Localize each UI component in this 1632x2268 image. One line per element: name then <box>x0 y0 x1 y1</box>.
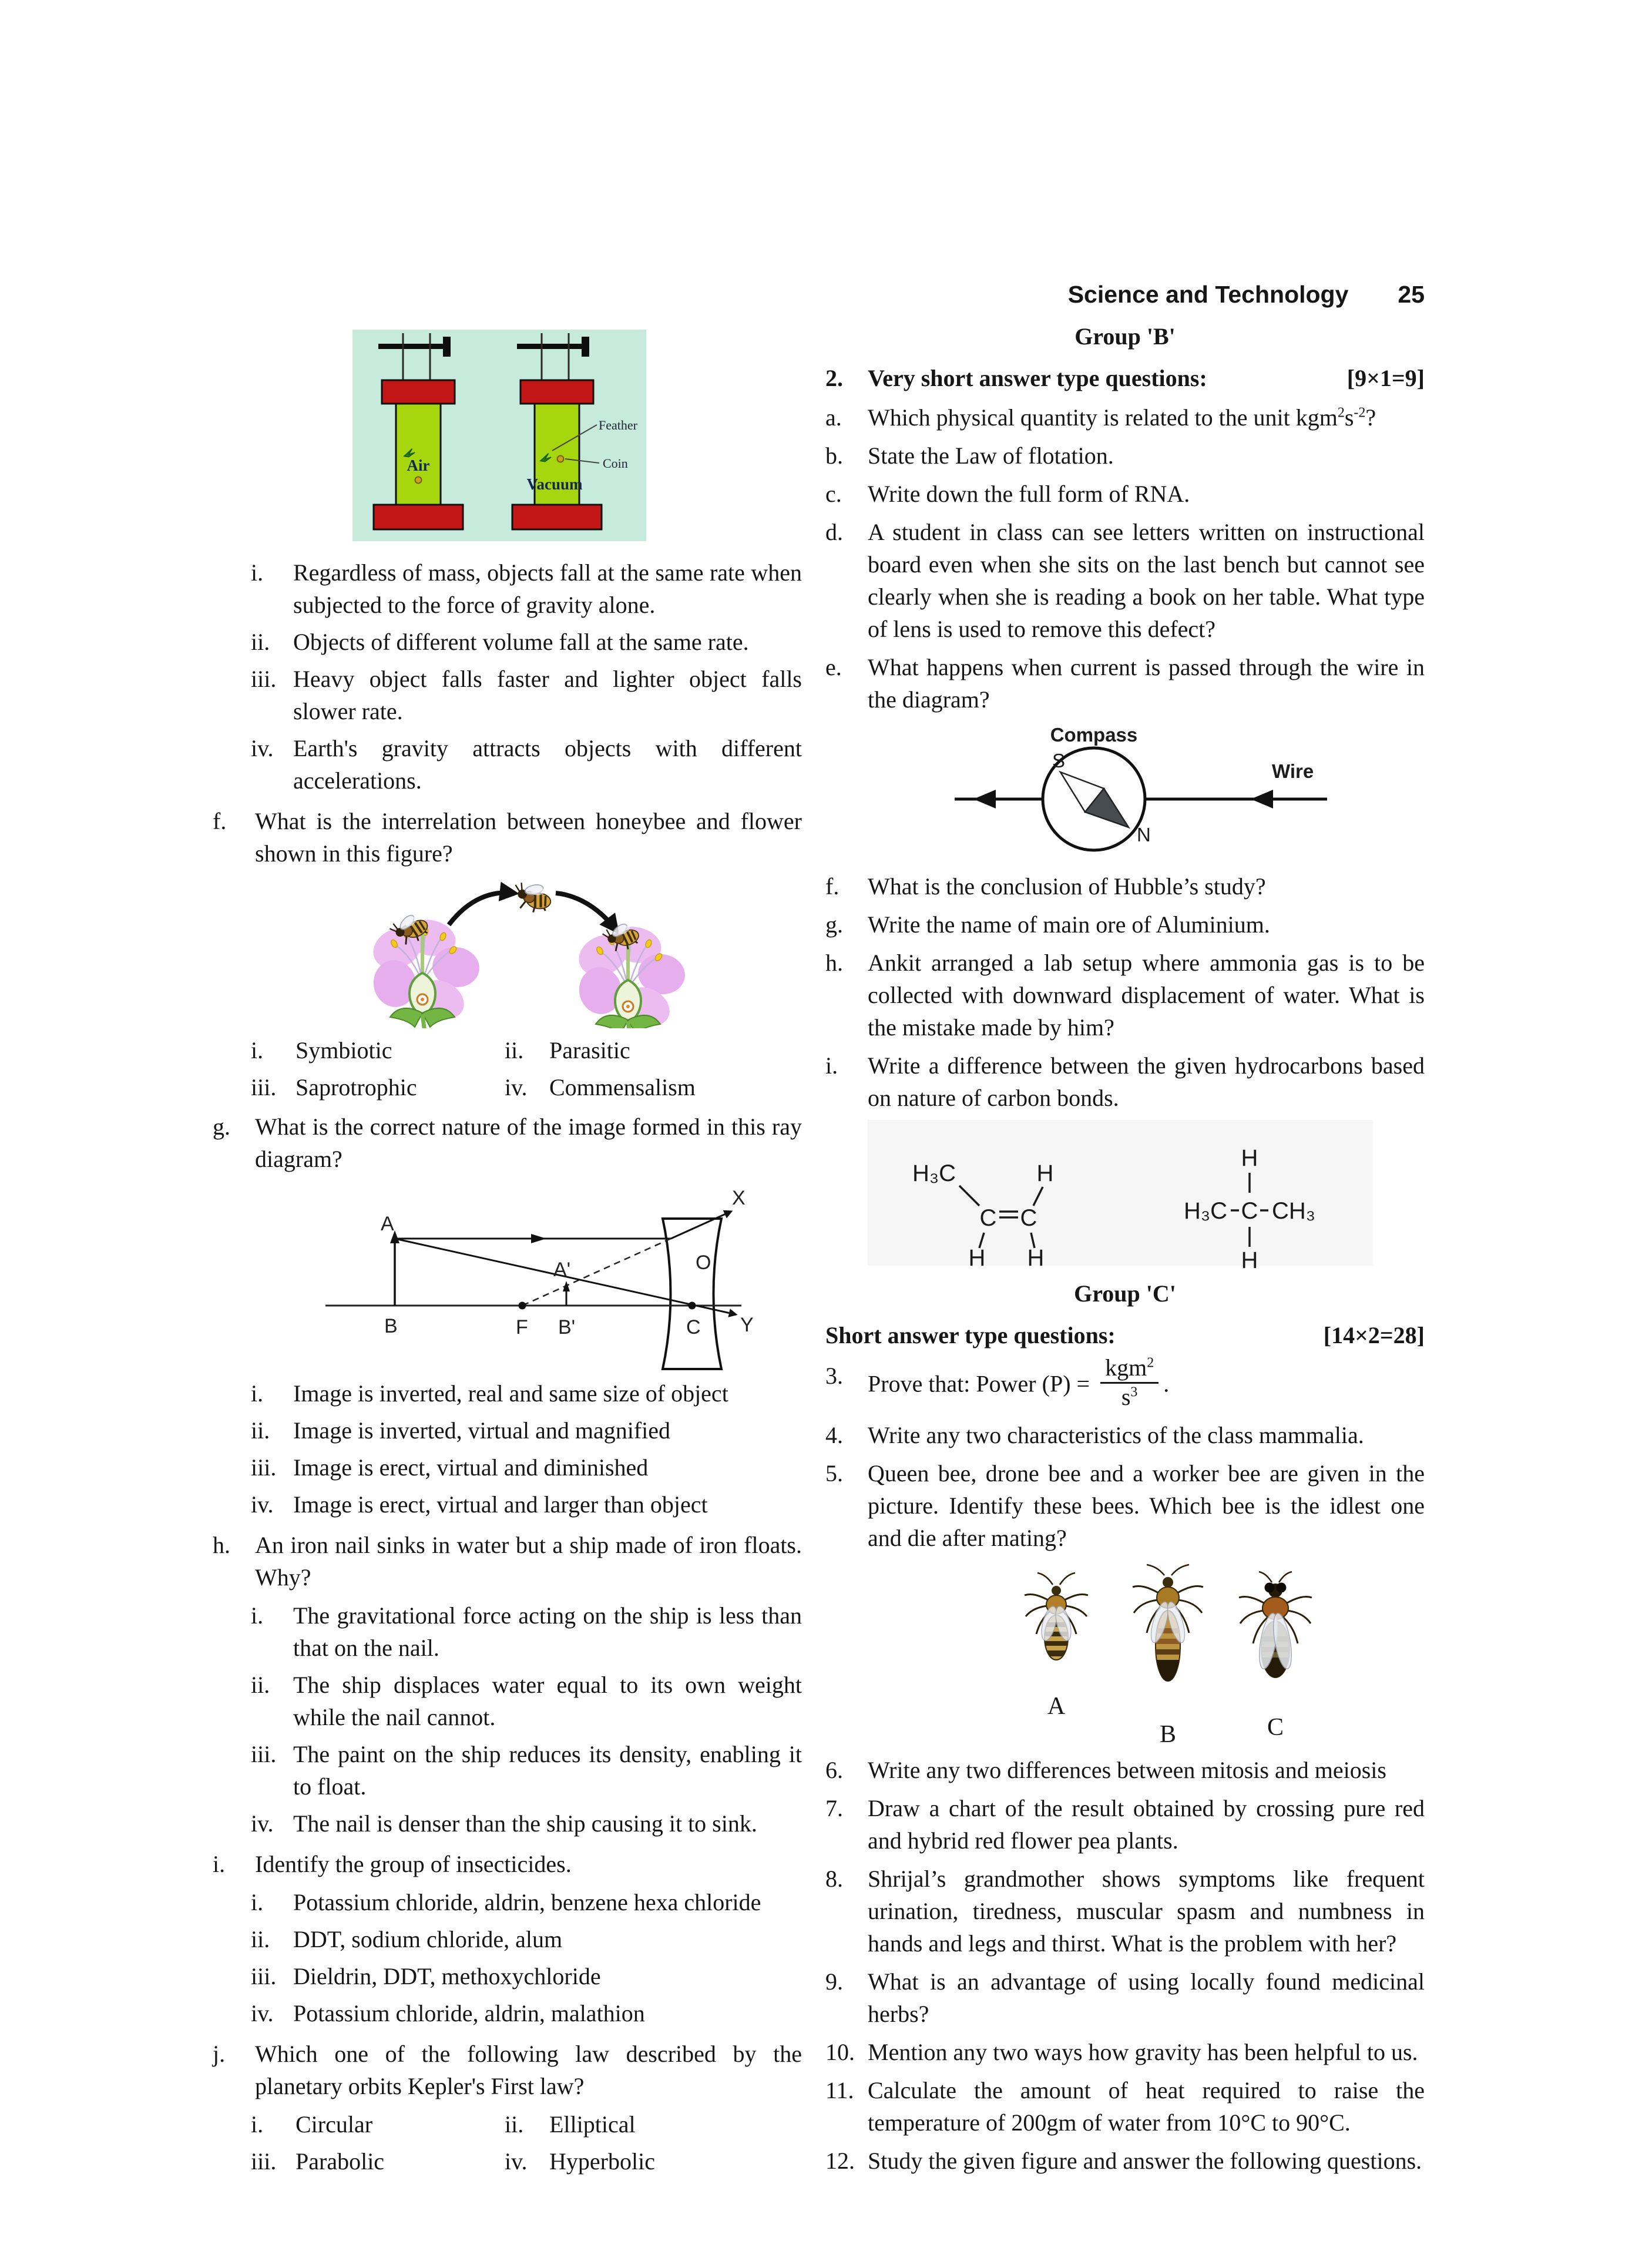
option-item <box>251 2145 505 2178</box>
option-text: Objects of different volume fall at the same rate. <box>293 629 749 655</box>
coin-icon <box>415 477 422 484</box>
label-F: F <box>516 1316 528 1338</box>
question-label: h. <box>213 1532 230 1558</box>
numerator-sup: 2 <box>1147 1355 1154 1371</box>
marks-badge: [14×2=28] <box>1323 1322 1425 1348</box>
option-text: Dieldrin, DDT, methoxychloride <box>293 1963 601 1989</box>
option-label: ii. <box>251 1672 270 1698</box>
gravity-options-list <box>213 556 802 797</box>
question-label: h. <box>825 950 843 976</box>
question-text: Write any two differences between mitosis and meiosis <box>868 1756 1386 1783</box>
question-text: State the Law of flotation. <box>868 442 1114 469</box>
option-item <box>505 2108 802 2140</box>
question-text: Write a difference between the given hydrocarbons based on nature of carbon bonds. <box>868 1052 1425 1111</box>
option-label: ii. <box>505 1037 524 1063</box>
question-number: 5. <box>825 1460 843 1487</box>
option-item <box>251 663 802 727</box>
option-text: Hyperbolic <box>549 2148 655 2175</box>
option-label: i. <box>251 2111 264 2138</box>
option-text: Earth's gravity attracts objects with different accelerations. <box>293 735 802 794</box>
right-column <box>825 320 1425 2183</box>
question-text: Ankit arranged a lab setup where ammonia gas is to be collected with downward displacement of water. What is the mistake made by him? <box>868 950 1425 1041</box>
h-options-list <box>213 1599 802 1840</box>
option-label: iv. <box>505 2148 528 2175</box>
bee-c-label: C <box>1267 1713 1284 1741</box>
question-text: Calculate the amount of heat required to raise the temperature of 200gm of water from 10°C to 90°C. <box>868 2076 1425 2136</box>
question-12 <box>825 2145 1425 2177</box>
wire-label: Wire <box>1272 760 1314 782</box>
question-label: a. <box>825 404 842 431</box>
left-column <box>213 320 802 2182</box>
option-item <box>251 1377 802 1410</box>
option-text: The ship displaces water equal to its own weight while the nail cannot. <box>293 1672 802 1730</box>
atom-h: H <box>1241 1247 1258 1273</box>
option-item <box>505 1034 802 1066</box>
question-text: Write down the full form of RNA. <box>868 481 1190 507</box>
option-label: ii. <box>505 2111 524 2138</box>
label-X: X <box>732 1187 746 1209</box>
optical-centre-point <box>689 1302 696 1310</box>
question-2b <box>825 439 1425 472</box>
option-label: iii. <box>251 1741 277 1767</box>
option-item <box>251 1071 505 1103</box>
option-text: Symbiotic <box>295 1037 392 1063</box>
fraction <box>1100 1356 1158 1410</box>
label-A-prime: A' <box>553 1259 571 1281</box>
focus-point <box>519 1302 526 1310</box>
option-item <box>251 1923 802 1955</box>
f-options-row2 <box>213 1071 802 1103</box>
question-text: What is the interrelation between honeybee and flower shown in this figure? <box>255 808 802 867</box>
question-h <box>213 1529 802 1593</box>
option-item <box>505 1071 802 1103</box>
option-item <box>251 626 802 658</box>
option-label: i. <box>251 1037 264 1063</box>
j-options-row2 <box>213 2145 802 2178</box>
option-item <box>251 1034 505 1066</box>
fraction-numerator <box>1100 1356 1158 1384</box>
marks-badge: [9×1=9] <box>1346 365 1425 391</box>
question-number: 8. <box>825 1865 843 1892</box>
question-2d <box>825 516 1425 645</box>
question-text: Mention any two ways how gravity has been helpful to us. <box>868 2038 1418 2065</box>
question-2f <box>825 870 1425 902</box>
option-label: ii. <box>251 1926 270 1952</box>
question-text: An iron nail sinks in water but a ship made of iron floats. Why? <box>255 1532 802 1591</box>
superscript: 2 <box>1337 405 1345 421</box>
option-item <box>251 1886 802 1918</box>
question-text: What is an advantage of using locally found medicinal herbs? <box>868 1968 1425 2027</box>
option-label: iv. <box>251 735 274 761</box>
question-label: c. <box>825 481 842 507</box>
question-text: What is the conclusion of Hubble’s study? <box>868 873 1266 900</box>
question-11 <box>825 2074 1425 2139</box>
coin-icon <box>558 456 564 462</box>
option-item <box>251 556 802 621</box>
question-6 <box>825 1754 1425 1786</box>
question-j <box>213 2038 802 2102</box>
option-text: The gravitational force acting on the ship is less than that on the nail. <box>293 1602 802 1661</box>
vacuum-tube-figure <box>352 330 646 541</box>
atom-h3c: H₃C <box>912 1160 956 1186</box>
option-item <box>251 1960 802 1992</box>
i-options-list <box>213 1886 802 2029</box>
question-9 <box>825 1965 1425 2030</box>
question-number: 12. <box>825 2147 855 2174</box>
question-f <box>213 805 802 870</box>
option-item <box>251 1599 802 1664</box>
south-label: S <box>1052 750 1066 771</box>
question-label: d. <box>825 519 843 545</box>
question-8 <box>825 1863 1425 1960</box>
atom-h: H <box>968 1245 986 1271</box>
option-label: iii. <box>251 1454 277 1481</box>
question-text <box>868 401 1425 434</box>
question-label: f. <box>825 873 839 900</box>
option-item <box>251 1488 802 1521</box>
option-text: Image is inverted, real and same size of object <box>293 1380 728 1407</box>
header-title: Science and Technology <box>1067 281 1349 308</box>
feather-label: Feather <box>599 418 637 432</box>
option-text: The nail is denser than the ship causing it to sink. <box>293 1810 757 1837</box>
question-2c <box>825 478 1425 510</box>
option-text: Circular <box>295 2111 373 2138</box>
option-text: Parabolic <box>295 2148 385 2175</box>
option-label: iii. <box>251 1963 277 1989</box>
question-2h <box>825 947 1425 1044</box>
label-C: C <box>686 1316 701 1338</box>
question-number: 10. <box>825 2038 855 2065</box>
question-title: Very short answer type questions: <box>868 365 1207 391</box>
option-label: ii. <box>251 1417 270 1444</box>
numerator-base: kgm <box>1105 1354 1147 1381</box>
question-text: A student in class can see letters written on instructional board even when she sits on the last bench but cannot see clearly when she is reading a book on her table. What type of lens is used to remove this defect? <box>868 519 1425 642</box>
atom-c: C <box>1241 1198 1258 1224</box>
drone-bee-icon <box>1239 1572 1312 1679</box>
question-4 <box>825 1419 1425 1451</box>
question-text: Draw a chart of the result obtained by crossing pure red and hybrid red flower pea plants. <box>868 1794 1425 1854</box>
bee-middle-icon <box>513 881 552 914</box>
question-3 <box>825 1354 1425 1413</box>
label-O: O <box>696 1252 711 1274</box>
option-label: iv. <box>251 1810 274 1837</box>
question-label: e. <box>825 654 842 680</box>
vacuum-label: Vacuum <box>526 475 583 493</box>
question-10 <box>825 2036 1425 2068</box>
question-label: g. <box>213 1113 230 1140</box>
arrow-right-icon <box>556 893 616 930</box>
option-label: iv. <box>505 1074 528 1101</box>
option-text: Image is erect, virtual and larger than object <box>293 1491 708 1518</box>
question-7 <box>825 1792 1425 1857</box>
question-text: Write the name of main ore of Aluminium. <box>868 911 1270 938</box>
option-label: iv. <box>251 2000 274 2027</box>
option-label: i. <box>251 1889 264 1915</box>
superscript: -2 <box>1354 405 1366 421</box>
question-label: f. <box>213 808 227 834</box>
option-item <box>251 2108 505 2140</box>
question-text: Queen bee, drone bee and a worker bee are given in the picture. Identify these bees. Which bee is the idlest one and die after mating? <box>868 1460 1425 1551</box>
coin-label: Coin <box>603 456 628 471</box>
current-arrow-left-icon <box>973 790 996 808</box>
question-number: 4. <box>825 1421 843 1448</box>
atom-c: C <box>1020 1205 1037 1231</box>
unit-text: s <box>1344 404 1354 431</box>
option-item <box>251 1414 802 1447</box>
option-item <box>251 1997 802 2029</box>
question-text: Which one of the following law described by the planetary orbits Kepler's First law? <box>255 2041 802 2099</box>
denominator-sup: 3 <box>1130 1384 1138 1400</box>
bee-b-label: B <box>1159 1720 1177 1748</box>
question-text <box>868 1354 1425 1413</box>
bee-a-label: A <box>1047 1692 1066 1720</box>
option-label: i. <box>251 559 264 586</box>
option-item <box>251 1807 802 1840</box>
denominator-base: s <box>1121 1383 1131 1410</box>
option-text: Image is inverted, virtual and magnified <box>293 1417 671 1444</box>
question-2g <box>825 908 1425 941</box>
short-answer-heading <box>825 1319 1425 1351</box>
question-2-heading <box>825 362 1425 394</box>
option-item <box>251 1738 802 1803</box>
j-options-row1 <box>213 2108 802 2140</box>
question-text: Identify the group of insecticides. <box>255 1851 572 1877</box>
option-label: iii. <box>251 1074 277 1101</box>
option-text: The paint on the ship reduces its density, enabling it to float. <box>293 1741 802 1800</box>
question-2i <box>825 1049 1425 1114</box>
question-2e <box>825 651 1425 716</box>
atom-h: H <box>1027 1245 1045 1271</box>
label-A: A <box>381 1213 394 1235</box>
atom-h: H <box>1241 1145 1258 1171</box>
option-item <box>251 1669 802 1733</box>
north-label: N <box>1137 824 1151 846</box>
option-label: iv. <box>251 1491 274 1518</box>
label-B: B <box>384 1315 398 1337</box>
option-text: Commensalism <box>549 1074 696 1101</box>
option-text: Heavy object falls faster and lighter object falls slower rate. <box>293 666 802 724</box>
concave-lens <box>663 1219 721 1369</box>
question-text: Study the given figure and answer the following questions. <box>868 2147 1422 2174</box>
option-text: Elliptical <box>549 2111 636 2138</box>
option-text: Image is erect, virtual and diminished <box>293 1454 649 1481</box>
atom-h: H <box>1036 1160 1054 1186</box>
label-B-prime: B' <box>558 1316 576 1338</box>
option-label: ii. <box>251 629 270 655</box>
question-number: 6. <box>825 1756 843 1783</box>
figure-background <box>868 1120 1373 1266</box>
group-b-heading: Group 'B' <box>1074 323 1176 350</box>
question-label: b. <box>825 442 843 469</box>
f-options-row1 <box>213 1034 802 1066</box>
option-label: i. <box>251 1602 264 1629</box>
option-text: DDT, sodium chloride, alum <box>293 1926 563 1952</box>
question-label: i. <box>825 1052 838 1079</box>
question-text: Write any two characteristics of the class mammalia. <box>868 1421 1364 1448</box>
atom-ch3: CH₃ <box>1272 1198 1316 1224</box>
option-item <box>251 732 802 797</box>
group-c-heading: Group 'C' <box>1074 1280 1176 1307</box>
option-text: Parasitic <box>549 1037 630 1063</box>
question-number: 9. <box>825 1968 843 1995</box>
compass-label: Compass <box>1050 724 1138 746</box>
question-text: Shrijal’s grandmother shows symptoms like frequent urination, tiredness, muscular spasm and numbness in hands and legs and thirst. What is the problem with her? <box>868 1865 1425 1957</box>
section-title: Short answer type questions: <box>825 1322 1116 1348</box>
unit-text: ? <box>1365 404 1376 431</box>
question-number: 11. <box>825 2076 854 2103</box>
question-2a <box>825 401 1425 434</box>
question-i <box>213 1848 802 1880</box>
option-text: Potassium chloride, aldrin, malathion <box>293 2000 645 2027</box>
option-text: Potassium chloride, aldrin, benzene hexa chloride <box>293 1889 761 1915</box>
option-item <box>505 2145 802 2178</box>
unit-text: Which physical quantity is related to the unit kgm <box>868 404 1338 431</box>
question-5 <box>825 1457 1425 1554</box>
label-Y: Y <box>740 1314 754 1336</box>
option-text: Regardless of mass, objects fall at the same rate when subjected to the force of gravity alone. <box>293 559 802 618</box>
queen-bee-icon <box>1133 1565 1203 1683</box>
formula-text: Prove that: Power (P) = <box>868 1370 1096 1397</box>
atom-h3c: H₃C <box>1183 1198 1227 1224</box>
bees-figure <box>995 1560 1353 1748</box>
air-label: Air <box>407 457 430 474</box>
g-options-list <box>213 1377 802 1521</box>
worker-bee-icon <box>1025 1573 1088 1660</box>
ray-diagram-figure <box>320 1181 754 1375</box>
hydrocarbon-structures-figure <box>868 1120 1373 1273</box>
option-label: i. <box>251 1380 264 1407</box>
option-item <box>251 1451 802 1484</box>
question-text: What is the correct nature of the image formed in this ray diagram? <box>255 1113 802 1172</box>
page-header <box>825 279 1432 311</box>
pollination-figure <box>361 875 696 1028</box>
option-label: iii. <box>251 2148 277 2175</box>
current-arrow-right-icon <box>1251 790 1273 808</box>
option-text: Saprotrophic <box>295 1074 417 1101</box>
question-label: i. <box>213 1851 226 1877</box>
atom-c: C <box>979 1205 997 1231</box>
question-number: 7. <box>825 1794 843 1821</box>
question-number: 2. <box>825 365 843 391</box>
question-text: What happens when current is passed through the wire in the diagram? <box>868 654 1425 713</box>
formula-text: . <box>1163 1370 1170 1397</box>
question-label: g. <box>825 911 843 938</box>
option-label: iii. <box>251 666 277 692</box>
question-label: j. <box>213 2041 226 2067</box>
question-number: 3. <box>825 1363 843 1389</box>
arrow-left-icon <box>449 893 513 925</box>
question-g <box>213 1110 802 1175</box>
page-number: 25 <box>1398 281 1425 308</box>
compass-wire-figure <box>950 723 1332 861</box>
fraction-denominator <box>1121 1384 1138 1410</box>
